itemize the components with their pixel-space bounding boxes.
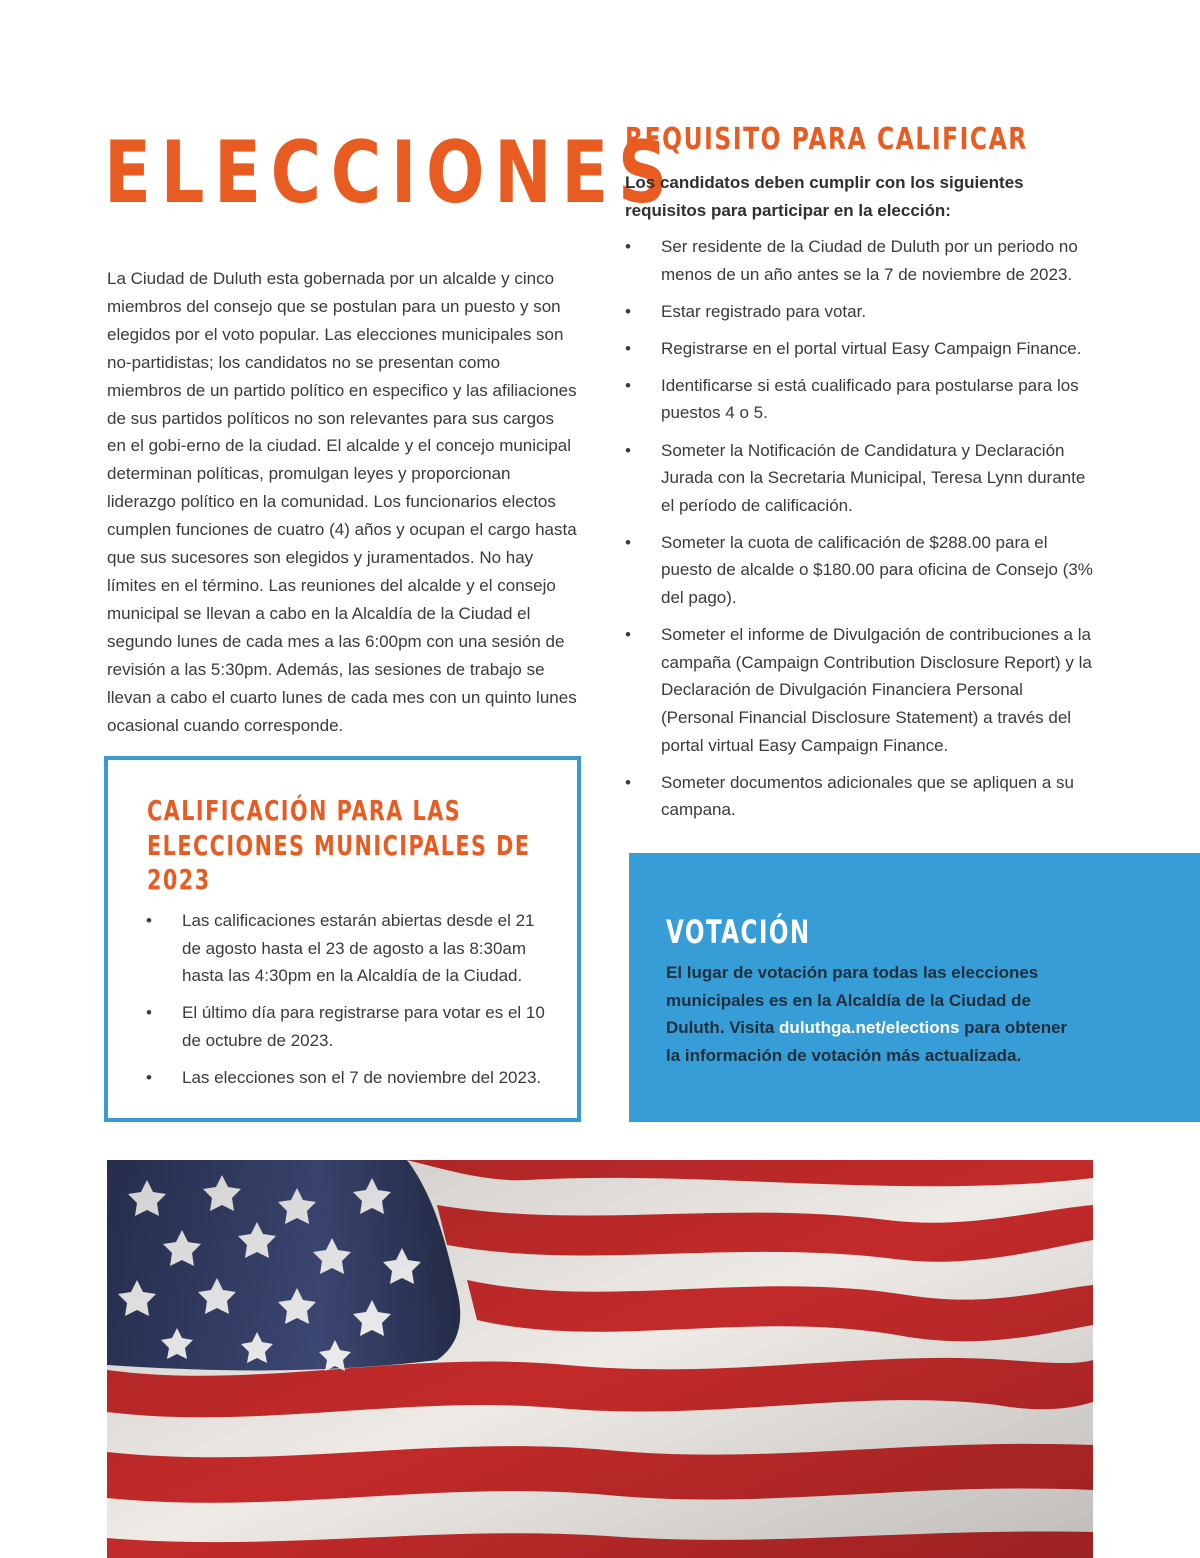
requirement-item: • Registrarse en el portal virtual Easy Campaign Finance. [625,335,1095,363]
qualification-title [147,794,530,898]
qualification-title-line: ELECCIONES MUNICIPALES DE [147,828,531,862]
qualification-item: • Las calificaciones estarán abiertas desde el 21 de agosto hasta el 23 de agosto a las 8:30am hasta las 4:30pm en la Alcaldía de la Ciudad. [146,907,546,990]
qualification-title-line: CALIFICACIÓN PARA LAS [147,794,462,827]
requirement-item: • Ser residente de la Ciudad de Duluth por un periodo no menos de un año antes se la 7 de noviembre de 2023. [625,233,1095,288]
voting-box [629,853,1200,1122]
american-flag-image [107,1160,1093,1558]
voting-text-after: para obtener la información de votación más actualizada. [666,1018,1068,1065]
qualification-item: • Las elecciones son el 7 de noviembre del 2023. [146,1064,546,1092]
voting-text-before: El lugar de votación para todas las elecciones municipales es en la Alcaldía de la Ciudad de Duluth. Visita [666,963,1039,1038]
qualification-item: • El último día para registrarse para votar es el 10 de octubre de 2023. [146,999,546,1054]
qualification-box [104,756,581,1122]
requirement-item: • Identificarse si está cualificado para postularse para los puestos 4 o 5. [625,372,1095,427]
requirements-title: REQUISITO PARA CALIFICAR [625,122,1028,157]
intro-paragraph: La Ciudad de Duluth esta gobernada por un alcalde y cinco miembros del consejo que se postulan para un puesto y son elegidos por el voto popular. Las elecciones municipales son no-partidistas; los candidatos no se presentan como miembros de un partido político en especifico y las afiliaciones de sus partidos políticos no son relevantes para sus cargos en el gobi-erno de la ciudad. El alcalde y el concejo municipal determinan políticas, promulgan leyes y proporcionan liderazgo político en la comunidad. Los funcionarios electos cumplen funciones de cuatro (4) años y ocupan el cargo hasta que sus sucesores son elegidos y juramentados. No hay límites en el término. Las reuniones del alcalde y el consejo municipal se llevan a cabo en la Alcaldía de la Ciudad el segundo lunes de cada mes a las 6:00pm con una sesión de revisión a las 5:30pm. Además, las sesiones de trabajo se llevan a cabo el cuarto lunes de cada mes con un quinto lunes ocasional cuando corresponde. [107,269,577,735]
qualification-title-line: 2023 [147,863,211,896]
requirement-item: • Someter la Notificación de Candidatura y Declaración Jurada con la Secretaria Municipal, Teresa Lynn durante el período de calificación. [625,437,1095,520]
requirements-intro: Los candidatos deben cumplir con los siguientes requisitos para participar en la elección: [625,173,1024,220]
requirement-item: • Someter el informe de Divulgación de contribuciones a la campaña (Campaign Contribution Disclosure Report) y la Declaración de Divulgación Financiera Personal (Personal Financial Disclosure Statement) a través del portal virtual Easy Campaign Finance. [625,621,1095,759]
requirement-item: • Someter la cuota de calificación de $288.00 para el puesto de alcalde o $180.00 para oficina de Consejo (3% del pago). [625,529,1095,612]
voting-title: VOTACIÓN [666,913,811,951]
requirement-item: • Someter documentos adicionales que se apliquen a su campana. [625,769,1095,824]
voting-text [666,959,1076,1069]
qualification-list [146,907,546,1101]
requirements-list [625,233,1095,833]
requirement-item: • Estar registrado para votar. [625,298,1095,326]
elections-link[interactable]: duluthga.net/elections [779,1018,960,1038]
page-title: ELECCIONES [104,123,678,223]
